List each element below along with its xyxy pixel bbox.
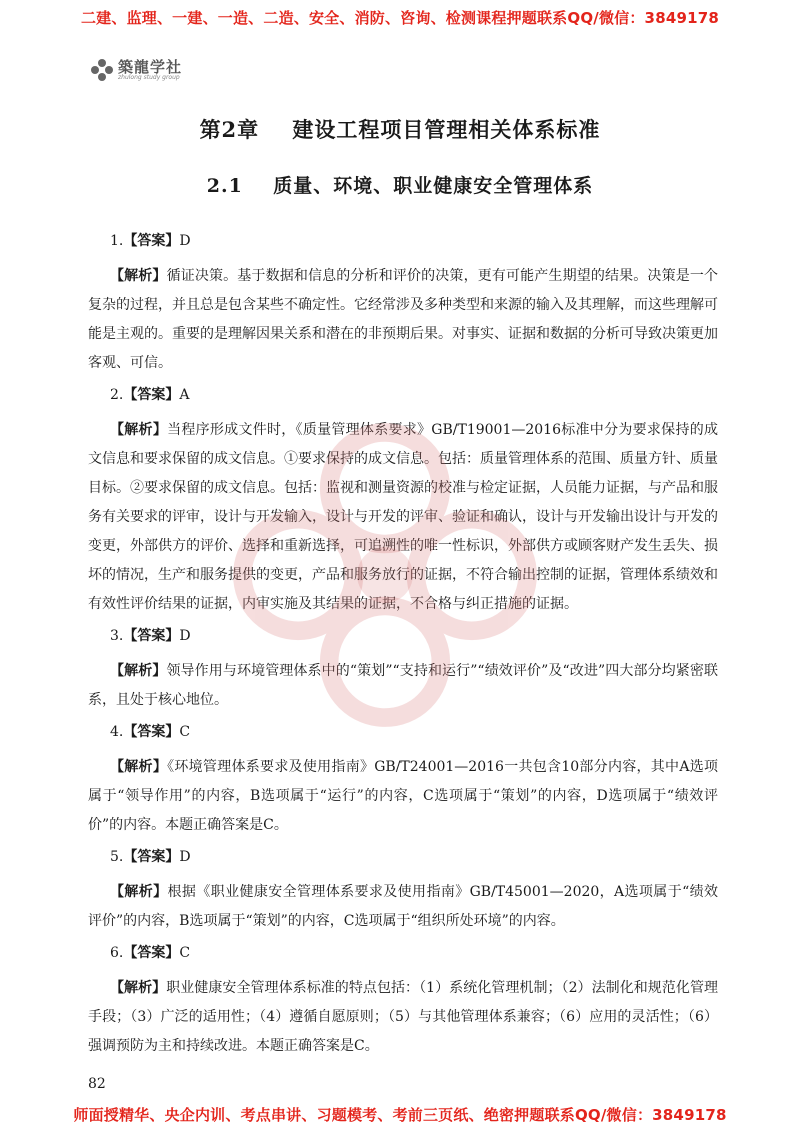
answer-value: D — [179, 849, 191, 865]
answer-value: D — [179, 628, 191, 644]
top-promo-banner: 二建、监理、一建、一造、二造、安全、消防、咨询、检测课程押题联系QQ/微信：3849178 — [80, 9, 720, 27]
logo-name: 築龍学社 — [118, 57, 183, 76]
answer-item-4 — [88, 721, 718, 840]
answer-item-2 — [88, 384, 718, 619]
flower-logo-icon — [90, 58, 114, 82]
explanation-paragraph: 【解析】当程序形成文件时，《质量管理体系要求》GB/T19001—2016标准中分为要求保持的成文信息和要求保留的成文信息。①要求保持的成文信息。包括：质量管理体系的范围、质量方针、质量目标。②要求保留的成文信息。包括：监视和测量资源的校准与检定证据，人员能力证据，与产品和服务有关要求的评审，设计与开发输入，设计与开发的评审、验证和确认，设计与开发输出设计与开发的变更，外部供方的评价、选择和重新选择，可追溯性的唯一性标识，外部供方或顾客财产发生丢失、损坏的情况，生产和服务提供的变更，产品和服务放行的证据，不符合输出控制的证据，管理体系绩效和有效性评价结果的证据，内审实施及其结果的证据，不合格与纠正措施的证据。 — [88, 422, 718, 612]
answer-value: C — [179, 724, 191, 740]
explanation-paragraph: 【解析】职业健康安全管理体系标准的特点包括：（1）系统化管理机制；（2）法制化和规范化管理手段；（3）广泛的适用性；（4）遵循自愿原则；（5）与其他管理体系兼容；（6）应用的灵活性；（6）强调预防为主和持续改进。本题正确答案是C。 — [88, 980, 719, 1054]
answer-line: 1.【答案】D — [110, 233, 191, 249]
answer-line: 2.【答案】A — [110, 387, 190, 403]
answer-item-1 — [88, 230, 718, 378]
answer-item-3 — [88, 625, 718, 715]
answer-value: A — [179, 387, 190, 403]
chapter-title: 第2章 建设工程项目管理相关体系标准 — [199, 117, 601, 142]
answer-list — [88, 230, 718, 1067]
answer-line: 6.【答案】C — [110, 945, 191, 961]
answer-line: 4.【答案】C — [110, 724, 191, 740]
answer-item-5 — [88, 846, 718, 936]
bottom-promo-banner: 师面授精华、央企内训、考点串讲、习题模考、考前三页纸、绝密押题联系QQ/微信：3849178 — [73, 1106, 727, 1124]
answer-item-6 — [88, 942, 718, 1061]
explanation-paragraph: 【解析】根据《职业健康安全管理体系要求及使用指南》GB/T45001—2020，A选项属于“绩效评价”的内容，B选项属于“策划”的内容，C选项属于“组织所处环境”的内容。 — [88, 884, 719, 929]
publisher-logo — [90, 58, 182, 82]
answer-value: D — [179, 233, 191, 249]
explanation-paragraph: 【解析】领导作用与环境管理体系中的“策划”“支持和运行”“绩效评价”及“改进”四大部分均紧密联系，且处于核心地位。 — [88, 663, 718, 708]
explanation-paragraph: 【解析】《环境管理体系要求及使用指南》GB/T24001—2016一共包含10部分内容，其中A选项属于“领导作用”的内容，B选项属于“运行”的内容，C选项属于“策划”的内容，D选项属于“绩效评价”的内容。本题正确答案是C。 — [88, 759, 718, 833]
explanation-paragraph: 【解析】循证决策。基于数据和信息的分析和评价的决策，更有可能产生期望的结果。决策是一个复杂的过程，并且总是包含某些不确定性。它经常涉及多种类型和来源的输入及其理解，而这些理解可能是主观的。重要的是理解因果关系和潜在的非预期后果。对事实、证据和数据的分析可导致决策更加客观、可信。 — [88, 268, 719, 371]
answer-line: 5.【答案】D — [110, 849, 191, 865]
section-title: 2.1 质量、环境、职业健康安全管理体系 — [206, 175, 594, 197]
answer-value: C — [179, 945, 191, 961]
logo-subtitle: zhulong study group — [118, 73, 180, 81]
page-number: 82 — [88, 1076, 106, 1092]
answer-line: 3.【答案】D — [110, 628, 191, 644]
